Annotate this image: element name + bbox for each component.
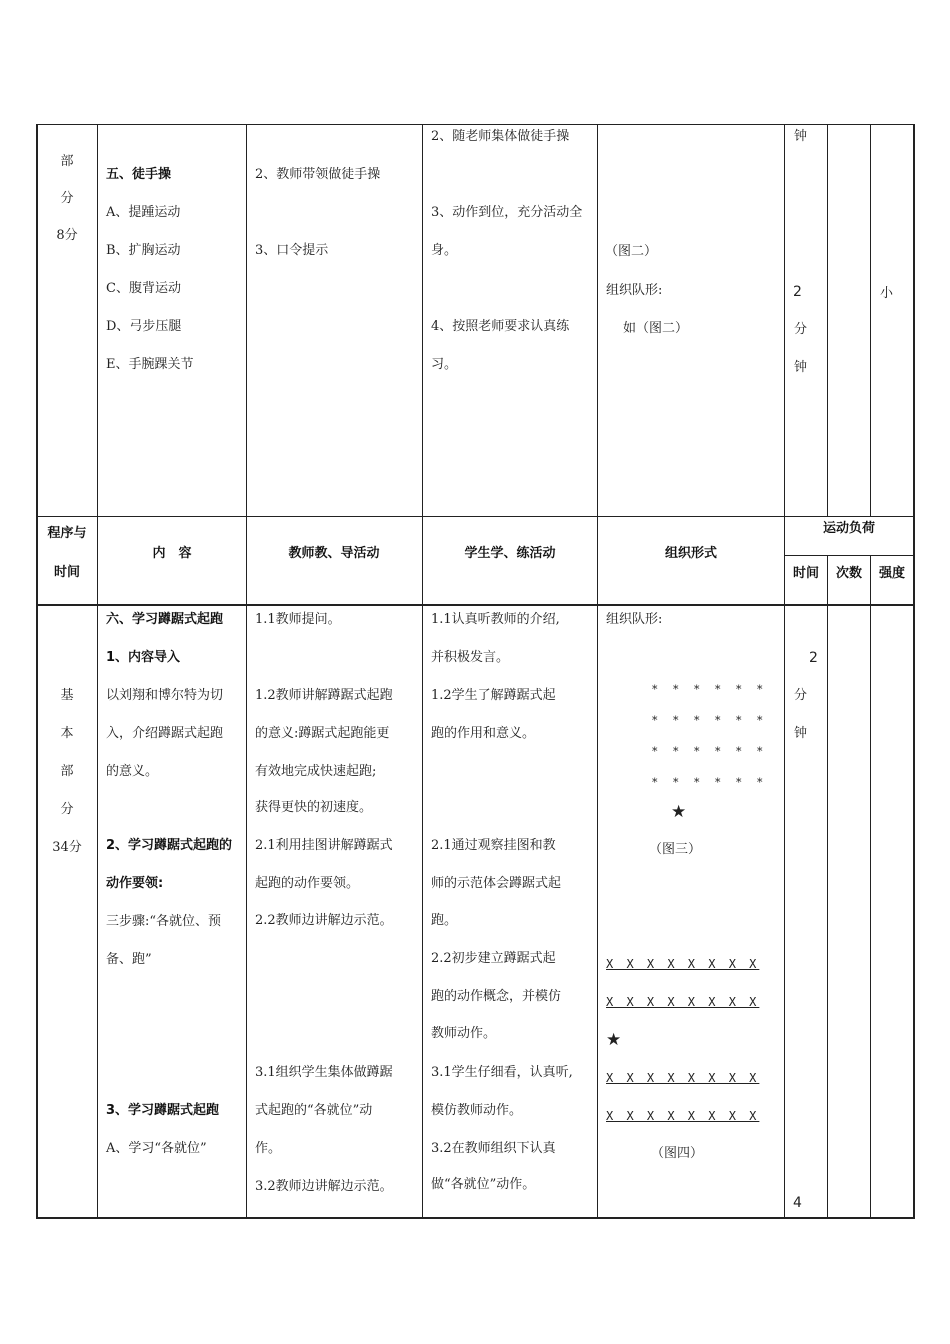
bottom-content-line: 六、学习蹲踞式起跑	[106, 612, 224, 627]
formation-row: X X X X X X X X	[606, 1109, 760, 1123]
bottom-stage-line: 部	[60, 764, 74, 779]
bottom-student-line: 并积极发言。	[431, 650, 510, 665]
bottom-teacher-line: 2.1利用挂图讲解蹲踞式	[255, 838, 393, 853]
bottom-student-line: 教师动作。	[431, 1026, 497, 1041]
header-time: 时间	[792, 566, 820, 581]
bottom-student-line: 跑的作用和意义。	[431, 726, 536, 741]
bottom-teacher-line: 3.1组织学生集体做蹲踞	[255, 1065, 393, 1080]
bottom-content-line: 3、学习蹲踞式起跑	[106, 1103, 220, 1118]
bottom-content-line: 的意义。	[106, 764, 159, 779]
figure-3-caption: （图三）	[649, 842, 702, 857]
bottom-teacher-line: 1.2教师讲解蹲踞式起跑	[255, 688, 393, 703]
top-time-unit: 钟	[794, 360, 808, 375]
bottom-student-line: 3.2在教师组织下认真	[431, 1141, 556, 1156]
bottom-teacher-line: 获得更快的初速度。	[255, 800, 373, 815]
col-line-4	[597, 124, 598, 1218]
formation-row: X X X X X X X X	[606, 957, 760, 971]
top-content-item: B、扩胸运动	[106, 243, 181, 258]
bottom-stage-line: 基	[60, 688, 74, 703]
top-content-title: 五、徒手操	[106, 167, 172, 182]
header-count: 次数	[835, 566, 863, 581]
formation-row: X X X X X X X X	[606, 1071, 760, 1085]
top-stage-line: 部	[60, 154, 74, 169]
header-procedure-time: 程序与	[47, 526, 87, 541]
top-content-item: A、提踵运动	[106, 205, 181, 220]
figure-4-caption: （图四）	[651, 1146, 704, 1161]
top-content-item: C、腹背运动	[106, 281, 181, 296]
bottom-content-line: 动作要领:	[106, 876, 164, 891]
bottom-org-title: 组织队形:	[606, 612, 663, 627]
top-teacher-line: 3、口令提示	[255, 243, 329, 258]
formation-row: X X X X X X X X	[606, 995, 760, 1009]
bottom-stage-line: 分	[60, 802, 74, 817]
header-procedure-time: 时间	[53, 565, 81, 580]
bottom-student-line: 3.1学生仔细看，认真听,	[431, 1065, 573, 1080]
bottom-content-line: 三步骤:“各就位、预	[106, 914, 222, 929]
table-top-border	[36, 124, 914, 125]
col-line-5	[784, 124, 785, 1218]
top-intensity: 小	[880, 286, 894, 301]
bottom-teacher-line: 的意义:蹲踞式起跑能更	[255, 726, 390, 741]
bottom-student-line: 模仿教师动作。	[431, 1103, 523, 1118]
formation-row: * * * * * *	[652, 745, 769, 758]
col-line-6-bottom	[827, 555, 828, 1218]
teacher-star-icon: ★	[606, 1030, 622, 1050]
top-time-unit: 分	[794, 322, 808, 337]
bottom-teacher-line: 1.1教师提问。	[255, 612, 341, 627]
top-student-line: 身。	[431, 243, 458, 258]
bottom-student-line: 2.1通过观察挂图和教	[431, 838, 556, 853]
top-student-line: 习。	[431, 357, 458, 372]
bottom-student-line: 2.2初步建立蹲踞式起	[431, 951, 556, 966]
bottom-time-value: 2	[809, 650, 818, 666]
header-load: 运动负荷	[822, 521, 876, 536]
col-line-7-bottom	[870, 555, 871, 1218]
bottom-student-line: 跑。	[431, 913, 458, 928]
bottom-teacher-line: 2.2教师边讲解边示范。	[255, 913, 393, 928]
header-org: 组织形式	[664, 546, 718, 561]
col-line-6-top	[827, 124, 828, 516]
bottom-time-value: 4	[793, 1195, 802, 1211]
top-time-unit: 钟	[794, 129, 808, 144]
table-bottom-border	[36, 1217, 914, 1219]
bottom-teacher-line: 式起跑的“各就位”动	[255, 1103, 373, 1118]
top-content-item: D、弓步压腿	[106, 319, 182, 334]
top-teacher-line: 2、教师带领做徒手操	[255, 167, 381, 182]
bottom-content-line: 2、学习蹲踞式起跑的	[106, 838, 233, 853]
top-student-line: 2、随老师集体做徒手操	[431, 129, 570, 144]
top-student-line: 4、按照老师要求认真练	[431, 319, 570, 334]
bottom-content-line: 入，介绍蹲踞式起跑	[106, 726, 224, 741]
header-top-border	[36, 516, 914, 517]
bottom-student-line: 1.1认真听教师的介绍,	[431, 612, 560, 627]
top-stage-line: 分	[60, 191, 74, 206]
top-org-figure-caption: （图二）	[605, 244, 658, 259]
bottom-student-line: 做“各就位”动作。	[431, 1177, 536, 1192]
col-line-left	[36, 124, 38, 1219]
top-time-value: 2	[793, 284, 802, 300]
bottom-teacher-line: 有效地完成快速起跑;	[255, 764, 377, 779]
bottom-content-line: 以刘翔和博尔特为切	[106, 688, 224, 703]
top-org-ref: 如（图二）	[623, 321, 689, 336]
top-content-item: E、手腕踝关节	[106, 357, 194, 372]
top-student-line: 3、动作到位，充分活动全	[431, 205, 583, 220]
bottom-content-line: 备、跑”	[106, 952, 152, 967]
col-line-right	[913, 124, 915, 1219]
bottom-time-unit: 钟	[794, 726, 808, 741]
header-intensity: 强度	[878, 566, 906, 581]
bottom-content-line: A、学习“各就位”	[106, 1141, 207, 1156]
header-content: 内 容	[152, 546, 192, 561]
bottom-content-line: 1、内容导入	[106, 650, 181, 665]
formation-row: * * * * * *	[652, 714, 769, 727]
bottom-stage-line: 34分	[52, 840, 82, 855]
header-teacher: 教师教、导活动	[288, 546, 380, 561]
col-line-2	[246, 124, 247, 1218]
bottom-student-line: 1.2学生了解蹲踞式起	[431, 688, 556, 703]
top-stage-line: 8分	[56, 228, 78, 243]
load-subheader-border	[784, 555, 914, 556]
header-bottom-border	[36, 604, 914, 606]
bottom-stage-line: 本	[60, 726, 74, 741]
teacher-star-icon: ★	[671, 802, 687, 822]
bottom-teacher-line: 3.2教师边讲解边示范。	[255, 1179, 393, 1194]
col-line-1	[97, 124, 98, 1218]
bottom-student-line: 师的示范体会蹲踞式起	[431, 876, 562, 891]
top-org-title: 组织队形:	[606, 283, 663, 298]
formation-row: * * * * * *	[652, 683, 769, 696]
col-line-3	[422, 124, 423, 1218]
bottom-student-line: 跑的动作概念，并模仿	[431, 989, 562, 1004]
bottom-time-unit: 分	[794, 688, 808, 703]
bottom-teacher-line: 起跑的动作要领。	[255, 876, 360, 891]
col-line-7-top	[870, 124, 871, 516]
bottom-teacher-line: 作。	[255, 1141, 282, 1156]
formation-row: * * * * * *	[652, 776, 769, 789]
header-student: 学生学、练活动	[464, 546, 556, 561]
